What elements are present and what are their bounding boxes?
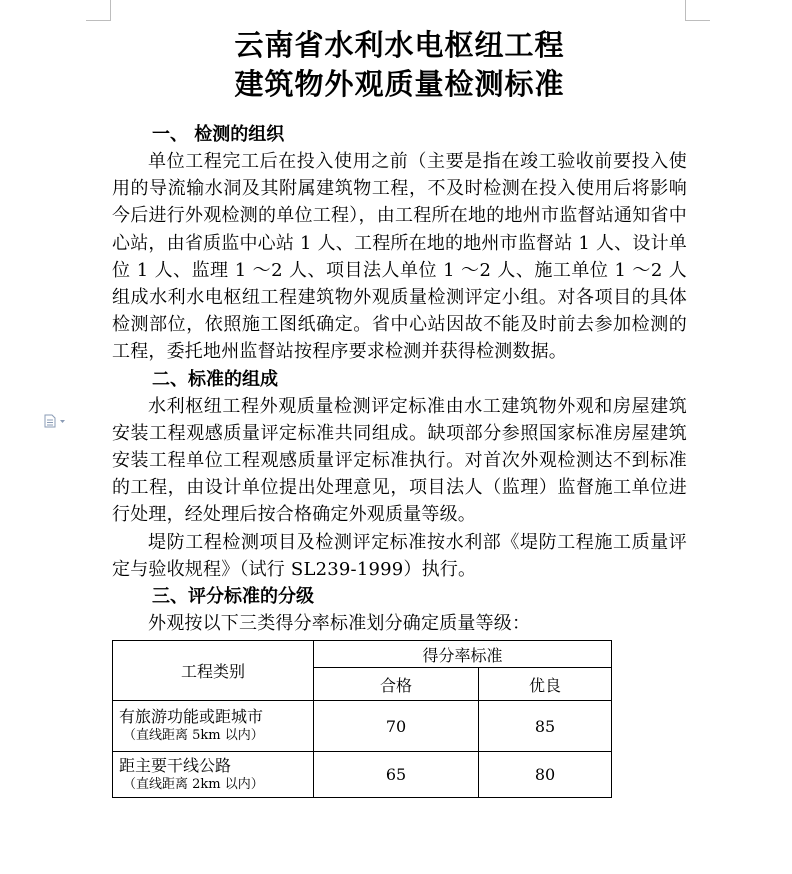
category-text: 有旅游功能或距城市 [119, 707, 264, 727]
row-category [113, 701, 314, 752]
paragraph-composition: 水利枢纽工程外观质量检测评定标准由水工建筑物外观和房屋建筑安装工程观感质量评定标准共同组成。缺项部分参照国家标准房屋建筑安装工程单位工程观感质量评定标准执行。对首次外观检测达不到标准的工程，由设计单位提出处理意见，项目法人（监理）监督施工单位进行处理，经处理后按合格确定外观质量等级。 [112, 395, 687, 526]
paragraph-organization: 单位工程完工后在投入使用之前（主要是指在竣工验收前要投入使用的导流输水洞及其附属建筑物工程，不及时检测在投入使用后将影响今后进行外观检测的单位工程），由工程所在地的地州市监督站通知省中心站，由省质监中心站 1 人、工程所在地的地州市监督站 1 人、设计单位 1 人、监理 1 ～2 人、项目法人单位 1 ～2 人、施工单位 1 ～2 人组成水利水电枢纽工程建筑物外观质量检测评定小组。对各项目的具体检测部位，依照施工图纸确定。省中心站因故不能及时前去参加检测的工程，委托地州监督站按程序要求检测并获得检测数据。 [112, 151, 687, 363]
table-row [113, 752, 612, 798]
good-value: 80 [479, 752, 612, 798]
header-score-rate: 得分率标准 [314, 641, 612, 668]
category-text: 距主要干线公路 [119, 755, 232, 775]
page-corner-mark-top-left [86, 0, 111, 21]
row-category [113, 752, 314, 798]
pass-value: 70 [314, 701, 479, 752]
category-note: （直线距离 5km 以内） [123, 728, 264, 744]
title-line-2: 建筑物外观质量检测标准 [234, 67, 565, 101]
section-heading-organization: 一、 检测的组织 [152, 124, 285, 145]
header-good: 优良 [479, 668, 612, 701]
score-rate-table [112, 640, 612, 798]
page-corner-mark-top-right [685, 0, 710, 21]
section-heading-grading: 三、评分标准的分级 [152, 586, 314, 608]
paragraph-marker-icon[interactable] [44, 413, 66, 427]
header-pass: 合格 [314, 668, 479, 701]
pass-value: 65 [314, 752, 479, 798]
paragraph-embankment: 堤防工程检测项目及检测评定标准按水利部《堤防工程施工质量评定与验收规程》（试行 SL239-1999）执行。 [112, 531, 687, 580]
category-note: （直线距离 2km 以内） [123, 776, 264, 792]
title-line-1: 云南省水利水电枢纽工程 [234, 28, 565, 62]
table-row [113, 701, 612, 752]
header-category: 工程类别 [113, 641, 314, 701]
good-value: 85 [479, 701, 612, 752]
paragraph-grading-intro: 外观按以下三类得分率标准划分确定质量等级： [148, 613, 531, 635]
document-title [112, 26, 687, 104]
section-heading-composition: 二、标准的组成 [152, 368, 278, 390]
document-page [112, 24, 687, 798]
